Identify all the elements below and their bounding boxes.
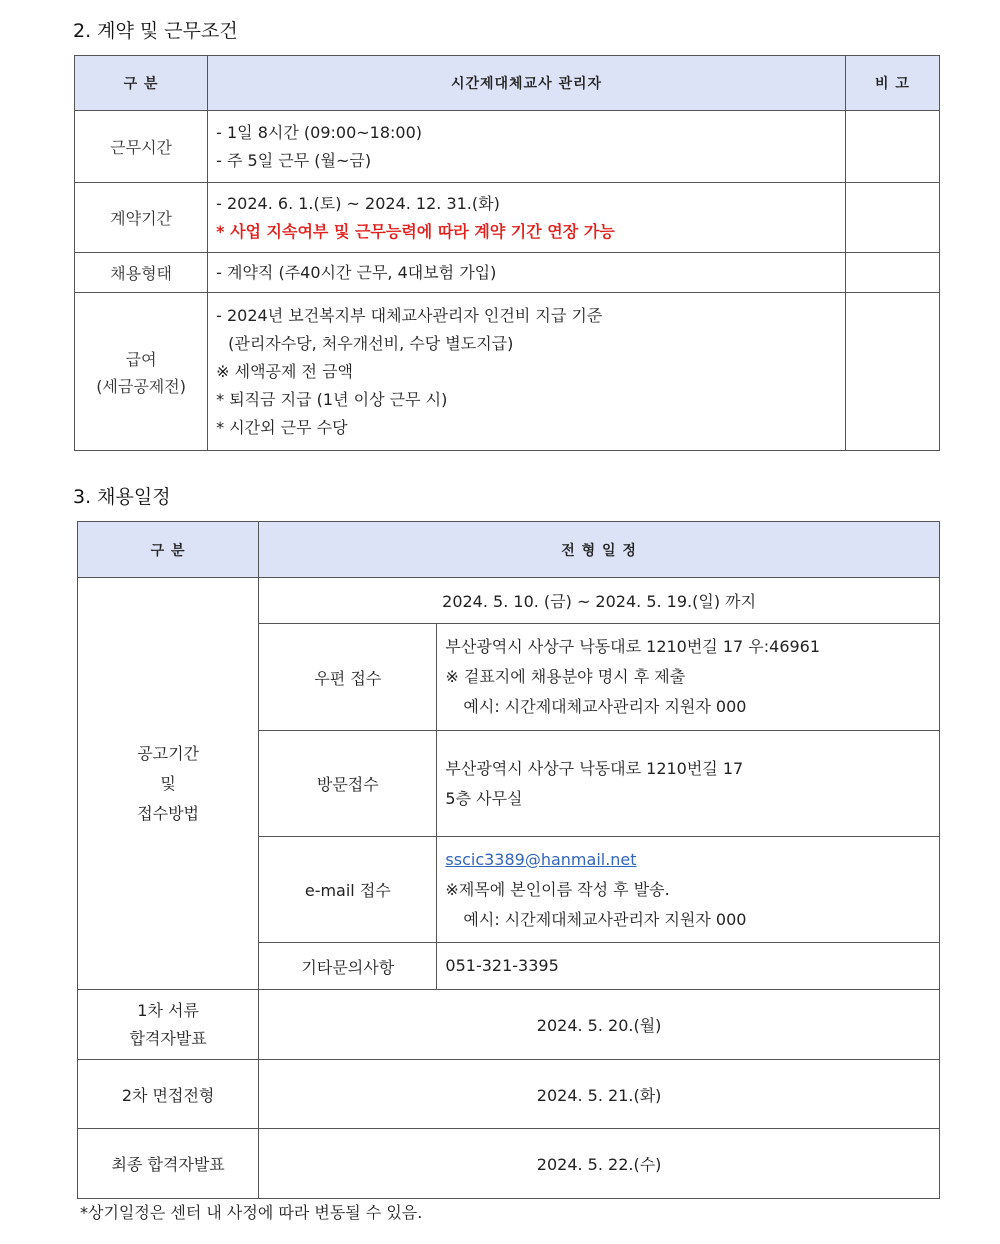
inquiry-phone: 051-321-3395 — [437, 943, 940, 990]
header-category: 구 분 — [75, 56, 208, 111]
period-label-line: 및 — [160, 773, 176, 793]
posting-period: 2024. 5. 10. (금) ~ 2024. 5. 19.(일) 까지 — [259, 578, 940, 624]
header-position: 시간제대체교사 관리자 — [208, 56, 846, 111]
detail-line: 예시: 시간제대체교사관리자 지원자 000 — [463, 697, 747, 716]
detail-line: ※제목에 본인이름 작성 후 발송. — [445, 879, 670, 899]
content-line: - 계약직 (주40시간 근무, 4대보험 가입) — [216, 262, 497, 282]
method-mail: 우편 접수 — [259, 624, 437, 731]
header-category: 구 분 — [78, 522, 259, 578]
detail-line: 예시: 시간제대체교사관리자 지원자 000 — [463, 909, 747, 929]
content-line: * 시간외 근무 수당 — [216, 417, 348, 437]
schedule-label-final: 최종 합격자발표 — [78, 1129, 259, 1199]
schedule-label-line: 1차 서류 — [137, 1000, 199, 1020]
period-label-line: 접수방법 — [137, 803, 200, 823]
period-label — [78, 578, 259, 990]
header-schedule: 전 형 일 정 — [259, 522, 940, 578]
content-line: - 주 5일 근무 (월~금) — [216, 150, 372, 170]
method-mail-details — [437, 624, 940, 731]
row-content — [208, 183, 846, 253]
email-link[interactable]: sscic3389@hanmail.net — [445, 849, 637, 869]
section-2-heading: 2. 계약 및 근무조건 — [73, 20, 238, 42]
remarks-cell — [845, 253, 939, 293]
table-row — [78, 1129, 940, 1199]
remarks-cell — [845, 293, 939, 451]
recruitment-schedule-table — [77, 521, 940, 1199]
row-content — [208, 293, 846, 451]
content-line: (관리자수당, 처우개선비, 수당 별도지급) — [228, 333, 514, 353]
schedule-note: *상기일정은 센터 내 사정에 따라 변동될 수 있음. — [80, 1203, 423, 1222]
table-row — [75, 293, 940, 451]
salary-label: 급여 — [125, 349, 157, 369]
method-inquiry: 기타문의사항 — [259, 943, 437, 990]
row-content — [208, 111, 846, 183]
content-line: ※ 세액공제 전 금액 — [216, 361, 353, 381]
contract-conditions-table — [74, 55, 940, 451]
remarks-cell — [845, 111, 939, 183]
table-row — [75, 183, 940, 253]
schedule-label-interview: 2차 면접전형 — [78, 1060, 259, 1129]
content-line: * 퇴직금 지급 (1년 이상 근무 시) — [216, 389, 448, 409]
row-label-contract-period: 계약기간 — [75, 183, 208, 253]
salary-sublabel: (세금공제전) — [96, 376, 186, 396]
method-email: e-mail 접수 — [259, 837, 437, 943]
header-remarks: 비 고 — [845, 56, 939, 111]
schedule-date-interview: 2024. 5. 21.(화) — [259, 1060, 940, 1129]
content-line: - 2024. 6. 1.(토) ~ 2024. 12. 31.(화) — [216, 193, 500, 213]
table-row — [75, 253, 940, 293]
detail-line: ※ 겉표지에 채용분야 명시 후 제출 — [445, 667, 686, 686]
section-3-heading: 3. 채용일정 — [73, 486, 171, 508]
row-label-work-hours: 근무시간 — [75, 111, 208, 183]
table-row — [75, 111, 940, 183]
row-content — [208, 253, 846, 293]
detail-line: 부산광역시 사상구 낙동대로 1210번길 17 우:46961 — [445, 637, 821, 656]
table-row — [78, 990, 940, 1060]
detail-line: 5층 사무실 — [445, 788, 523, 808]
content-line: - 1일 8시간 (09:00~18:00) — [216, 122, 423, 142]
schedule-label-line: 합격자발표 — [129, 1028, 207, 1048]
remarks-cell — [845, 183, 939, 253]
method-visit: 방문접수 — [259, 731, 437, 837]
method-email-details — [437, 837, 940, 943]
table-row — [78, 578, 940, 624]
detail-line: 부산광역시 사상구 낙동대로 1210번길 17 — [445, 758, 744, 778]
row-label-employment-type: 채용형태 — [75, 253, 208, 293]
table-row — [78, 1060, 940, 1129]
schedule-date-final: 2024. 5. 22.(수) — [259, 1129, 940, 1199]
content-line: - 2024년 보건복지부 대체교사관리자 인건비 지급 기준 — [216, 305, 603, 325]
schedule-label-document — [78, 990, 259, 1060]
method-visit-details — [437, 731, 940, 837]
period-label-line: 공고기간 — [137, 743, 200, 763]
schedule-date-document: 2024. 5. 20.(월) — [259, 990, 940, 1060]
row-label-salary — [75, 293, 208, 451]
extension-note: * 사업 지속여부 및 근무능력에 따라 계약 기간 연장 가능 — [216, 221, 615, 241]
